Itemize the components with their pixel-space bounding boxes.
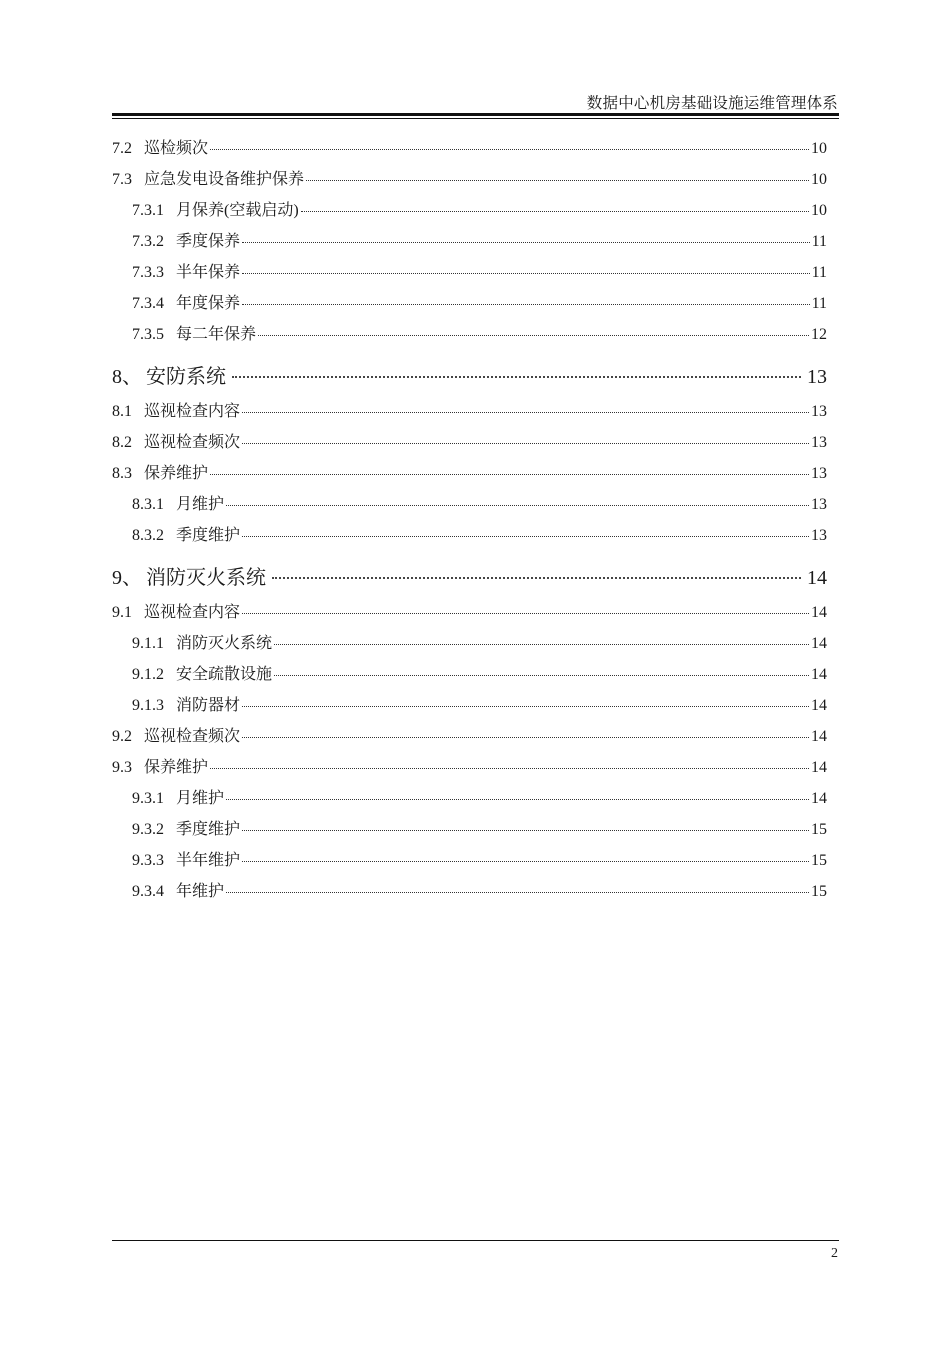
toc-entry[interactable] xyxy=(132,526,827,546)
toc-entry[interactable] xyxy=(132,263,827,283)
toc-entry[interactable] xyxy=(132,882,827,902)
toc-entry[interactable] xyxy=(132,665,827,685)
toc-entry-title: 季度维护 xyxy=(176,527,241,544)
toc-entry[interactable] xyxy=(132,851,827,871)
toc-entry[interactable] xyxy=(112,603,827,623)
toc-chapter-entry[interactable] xyxy=(112,365,827,389)
dot-leader xyxy=(210,149,809,150)
toc-entry-title: 月维护 xyxy=(176,496,225,513)
toc-entry[interactable] xyxy=(112,170,827,190)
toc-entry-page: 11 xyxy=(811,295,827,312)
dot-leader xyxy=(242,613,809,614)
toc-entry-number: 7.3.2 xyxy=(132,233,164,250)
toc-entry-title: 年度保养 xyxy=(176,295,241,312)
toc-entry-number: 9、 xyxy=(112,567,142,589)
dot-leader xyxy=(242,304,810,305)
toc-entry-title: 巡视检查频次 xyxy=(144,728,241,745)
toc-entry-number: 8、 xyxy=(112,366,142,388)
toc-entry-title: 消防灭火系统 xyxy=(146,567,266,589)
toc-entry[interactable] xyxy=(112,727,827,747)
toc-entry-title: 半年保养 xyxy=(176,264,241,281)
dot-leader xyxy=(242,242,810,243)
toc-entry-page: 14 xyxy=(807,567,827,589)
toc-entry-page: 10 xyxy=(811,140,827,157)
toc-entry-page: 14 xyxy=(811,759,827,776)
toc-entry-title: 年维护 xyxy=(176,883,225,900)
toc-entry-page: 14 xyxy=(811,635,827,652)
dot-leader xyxy=(306,180,809,181)
toc-entry-page: 10 xyxy=(811,171,827,188)
toc-entry-title: 保养维护 xyxy=(144,465,209,482)
toc-entry[interactable] xyxy=(112,433,827,453)
toc-entry[interactable] xyxy=(132,325,827,345)
toc-entry-title: 安全疏散设施 xyxy=(176,666,273,683)
toc-entry-title: 应急发电设备维护保养 xyxy=(144,171,305,188)
toc-entry-number: 9.3.3 xyxy=(132,852,164,869)
toc-entry[interactable] xyxy=(132,201,827,221)
toc-entry-number: 9.3.4 xyxy=(132,883,164,900)
toc-entry[interactable] xyxy=(132,789,827,809)
toc-entry-title: 巡视检查频次 xyxy=(144,434,241,451)
toc-entry-title: 巡检频次 xyxy=(144,140,209,157)
toc-entry-page: 15 xyxy=(811,883,827,900)
toc-entry-page: 13 xyxy=(811,465,827,482)
dot-leader xyxy=(226,799,809,800)
toc-entry[interactable] xyxy=(112,464,827,484)
footer-rule xyxy=(112,1240,839,1241)
toc-entry-page: 14 xyxy=(811,728,827,745)
toc-entry-page: 13 xyxy=(807,366,827,388)
toc-entry[interactable] xyxy=(132,294,827,314)
dot-leader xyxy=(272,577,801,579)
toc-entry[interactable] xyxy=(132,820,827,840)
dot-leader xyxy=(232,376,801,378)
toc-entry-page: 13 xyxy=(811,403,827,420)
toc-entry-page: 14 xyxy=(811,604,827,621)
toc-entry-page: 10 xyxy=(811,202,827,219)
toc-entry-title: 季度保养 xyxy=(176,233,241,250)
toc-entry-number: 7.3.1 xyxy=(132,202,164,219)
dot-leader xyxy=(210,768,809,769)
toc-entry-page: 14 xyxy=(811,666,827,683)
toc-entry-number: 7.3.3 xyxy=(132,264,164,281)
page-number: 2 xyxy=(831,1246,838,1261)
dot-leader xyxy=(242,830,809,831)
dot-leader xyxy=(226,505,809,506)
dot-leader xyxy=(242,273,810,274)
toc-entry-number: 9.1 xyxy=(112,604,132,621)
toc-entry-number: 8.1 xyxy=(112,403,132,420)
toc-entry[interactable] xyxy=(112,758,827,778)
toc-entry-number: 7.3.5 xyxy=(132,326,164,343)
toc-entry-number: 9.1.3 xyxy=(132,697,164,714)
toc-entry-number: 8.2 xyxy=(112,434,132,451)
page-header-title: 数据中心机房基础设施运维管理体系 xyxy=(586,95,838,112)
toc-entry-number: 9.1.1 xyxy=(132,635,164,652)
toc-entry-title: 季度维护 xyxy=(176,821,241,838)
toc-entry-number: 8.3.2 xyxy=(132,527,164,544)
dot-leader xyxy=(301,211,809,212)
toc-entry[interactable] xyxy=(132,634,827,654)
toc-entry-title: 月维护 xyxy=(176,790,225,807)
toc-entry-page: 13 xyxy=(811,527,827,544)
dot-leader xyxy=(274,675,809,676)
toc-entry-number: 9.1.2 xyxy=(132,666,164,683)
toc-entry-title: 消防灭火系统 xyxy=(176,635,273,652)
toc-entry-number: 8.3.1 xyxy=(132,496,164,513)
header-rule-thin xyxy=(112,118,839,119)
toc-entry[interactable] xyxy=(132,495,827,515)
toc-entry-number: 9.3.1 xyxy=(132,790,164,807)
toc-entry-number: 9.3.2 xyxy=(132,821,164,838)
toc-entry-title: 消防器材 xyxy=(176,697,241,714)
toc-entry-title: 巡视检查内容 xyxy=(144,604,241,621)
dot-leader xyxy=(258,335,809,336)
dot-leader xyxy=(274,644,809,645)
dot-leader xyxy=(226,892,809,893)
toc-entry-number: 7.3 xyxy=(112,171,132,188)
toc-entry[interactable] xyxy=(112,139,827,159)
toc-entry-number: 9.2 xyxy=(112,728,132,745)
toc-entry-title: 月保养(空载启动) xyxy=(176,202,299,219)
toc-entry[interactable] xyxy=(132,696,827,716)
toc-entry-page: 14 xyxy=(811,697,827,714)
toc-entry-title: 保养维护 xyxy=(144,759,209,776)
toc-entry-title: 安防系统 xyxy=(146,366,226,388)
toc-entry[interactable] xyxy=(112,402,827,422)
dot-leader xyxy=(242,737,809,738)
toc-entry-title: 巡视检查内容 xyxy=(144,403,241,420)
toc-entry-page: 14 xyxy=(811,790,827,807)
toc-entry-page: 12 xyxy=(811,326,827,343)
toc-entry-page: 13 xyxy=(811,434,827,451)
toc-entry-title: 每二年保养 xyxy=(176,326,257,343)
dot-leader xyxy=(210,474,809,475)
dot-leader xyxy=(242,412,809,413)
toc-entry-page: 11 xyxy=(811,264,827,281)
toc-entry-number: 7.3.4 xyxy=(132,295,164,312)
toc-entry-page: 11 xyxy=(811,233,827,250)
dot-leader xyxy=(242,536,809,537)
dot-leader xyxy=(242,706,809,707)
toc-entry[interactable] xyxy=(132,232,827,252)
toc-entry-page: 13 xyxy=(811,496,827,513)
toc-entry-title: 半年维护 xyxy=(176,852,241,869)
dot-leader xyxy=(242,443,809,444)
toc-entry-number: 9.3 xyxy=(112,759,132,776)
toc-entry-number: 7.2 xyxy=(112,140,132,157)
toc-entry-page: 15 xyxy=(811,852,827,869)
toc-chapter-entry[interactable] xyxy=(112,566,827,590)
dot-leader xyxy=(242,861,809,862)
toc-entry-number: 8.3 xyxy=(112,465,132,482)
header-rule-thick xyxy=(112,113,839,116)
toc-entry-page: 15 xyxy=(811,821,827,838)
